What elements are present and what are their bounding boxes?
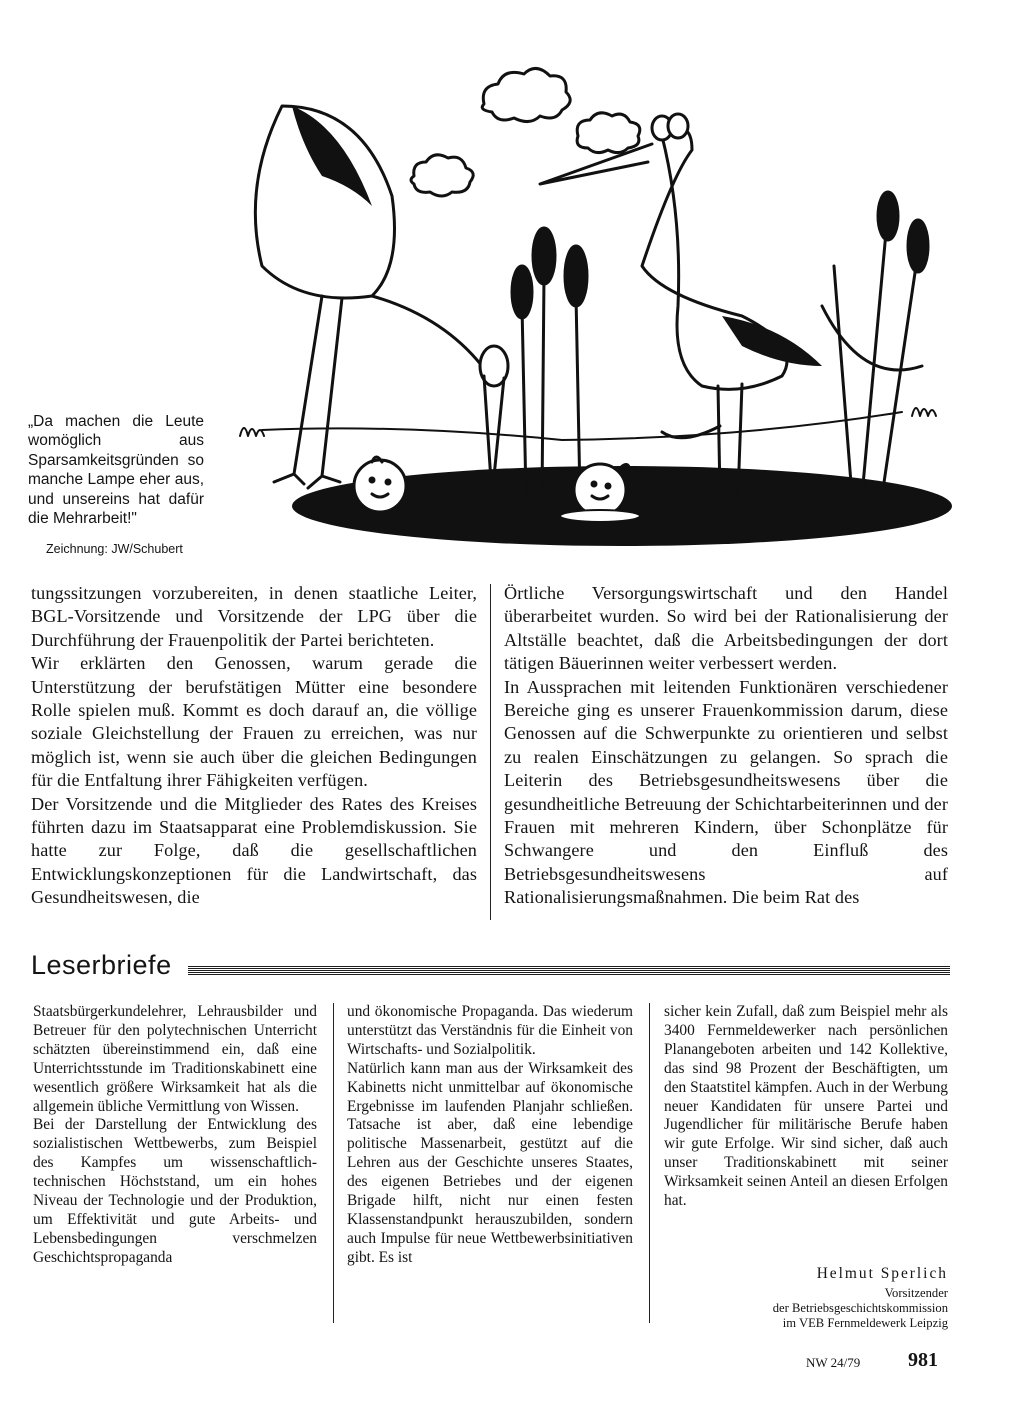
cattail-plant <box>822 192 928 496</box>
column-divider <box>333 1003 334 1323</box>
page-number: 981 <box>908 1349 938 1371</box>
section-title: Leserbriefe <box>31 950 172 980</box>
stork-cartoon-illustration <box>222 66 958 554</box>
letter-column-3 <box>664 1003 948 1211</box>
letter-paragraph: Natürlich kann man aus der Wirksamkeit des Kabinetts nicht unmittelbar auf ökonomische Ergebnisse im laufenden Planjahr schließen. Tatsache ist aber, daß eine lebendige politische Massenarbeit, gestützt auf die Lehren aus der Geschichte unseres Staates, des eigenen Betriebes und der eigenen Brigade hilft, nicht nur einen festen Klassenstandpunkt herauszubilden, sondern auch Impulse für neue Wettbewerbsinitiativen gibt. Es ist <box>347 1059 633 1266</box>
letter-paragraph: Bei der Darstellung der Entwicklung des sozialistischen Wettbewerbs, zum Beispiel des Kampfes um wissenschaftlich-technischen Höchststand, um ein hohes Niveau der Technologie und der Produktion, um Effektivität und gute Arbeits- und Lebensbedingungen verschmelzen Geschichtspropaganda <box>33 1116 317 1266</box>
cloud-shape <box>482 68 570 121</box>
article-column-left <box>31 582 477 910</box>
left-stork <box>255 106 508 496</box>
cartoon-caption: „Da machen die Leute womöglich aus Sparsamkeitsgründen so manche Lampe eher aus, und unsereins hat dafür die Mehrarbeit!" <box>28 413 204 528</box>
letter-column-2 <box>347 1003 633 1268</box>
letter-paragraph: und ökonomische Propaganda. Das wiederum unterstützt das Verständnis für die Einheit von Wirtschafts- und Sozialpolitik. <box>347 1003 633 1058</box>
cloud-shape <box>577 113 640 153</box>
article-paragraph: Der Vorsitzende und die Mitglieder des Rates des Kreises führten dazu im Staatsapparat eine Problemdiskussion. Sie hatte zur Folge, daß die gesellschaftlichen Entwicklungskonzeptionen für die Landwirtschaft, das Gesundheitswesen, die <box>31 793 477 908</box>
signature-place: im VEB Fernmeldewerk Leipzig <box>782 1316 948 1330</box>
cattail-plant <box>512 228 587 496</box>
column-divider <box>490 584 491 920</box>
article-paragraph: In Aussprachen mit leitenden Funktionären verschiedener Bereiche ging es unserer Frauenkommission darum, diese Genossen auf die Schwerpunkte zu orientieren und selbst zu realen Einschätzungen zu gelangen. So sprach die Leiterin des Betriebsgesundheitswesens über die gesundheitliche Betreuung der Schichtarbeiterinnen und der Frauen mit mehreren Kindern, über Schonplätze für Schwangere und den Einfluß des Betriebsgesundheitswesens auf Rationalisierungsmaßnahmen. Die beim Rat des <box>504 676 948 908</box>
letter-paragraph: Staatsbürgerkundelehrer, Lehrausbilder und Betreuer für den polytechnischen Unterricht schätzten übereinstimmend ein, daß eine Unterrichtsstunde im Traditionskabinett eine wesentlich größere Wirksamkeit hat als die allgemein übliche Vermittlung von Wissen. <box>33 1003 317 1115</box>
baby-left <box>354 457 406 512</box>
signature-name: Helmut Sperlich <box>816 1265 948 1282</box>
article-paragraph: Wir erklärten den Genossen, warum gerade die Unterstützung der berufstätigen Mütter eine besondere Rolle spielen muß. Kommt es doch darauf an, die völlige soziale Gleichstellung der Frauen zu erreichen, was nur möglich ist, wenn sie auch über die gleichen Bedingungen für die Entfaltung ihrer Fähigkeiten verfügen. <box>31 653 477 791</box>
section-title-rule <box>188 966 950 975</box>
letter-column-1 <box>33 1003 317 1268</box>
column-divider <box>649 1003 650 1323</box>
issue-number: NW 24/79 <box>806 1355 861 1370</box>
article-paragraph: tungssitzungen vorzubereiten, in denen staatliche Leiter, BGL-Vorsitzende und Vorsitzende der LPG über die Durchführung der Frauenpolitik der Partei berichteten. <box>31 583 477 650</box>
signature-role: Vorsitzender <box>884 1286 948 1300</box>
article-column-right <box>504 582 948 910</box>
article-paragraph: Örtliche Versorgungswirtschaft und den Handel überarbeitet wurden. So wird bei der Rationalisierung der Altställe beachtet, daß die Arbeitsbedingungen der dort tätigen Bäuerinnen weiter verbessert werden. <box>504 583 948 674</box>
letter-paragraph: sicher kein Zufall, daß zum Beispiel mehr als 3400 Fernmeldewerker nach persönlichen Planangeboten arbeiten und 142 Kollektive, das sind 98 Prozent der Beschäftigten, um den Staatstitel kämpfen. Auch in der Werbung neuer Kandidaten für unsere Partei und Jugendlicher für militärische Berufe haben wir gute Erfolge. Wir sind sicher, daß auch unser Traditionskabinett mit seiner Wirksamkeit seinen Anteil an diesen Erfolgen hat. <box>664 1003 948 1210</box>
cartoon-credit: Zeichnung: JW/Schubert <box>46 542 183 556</box>
right-stork <box>540 114 822 500</box>
signature-organization: der Betriebsgeschichtskommission <box>772 1301 948 1315</box>
cloud-shape <box>411 155 473 196</box>
